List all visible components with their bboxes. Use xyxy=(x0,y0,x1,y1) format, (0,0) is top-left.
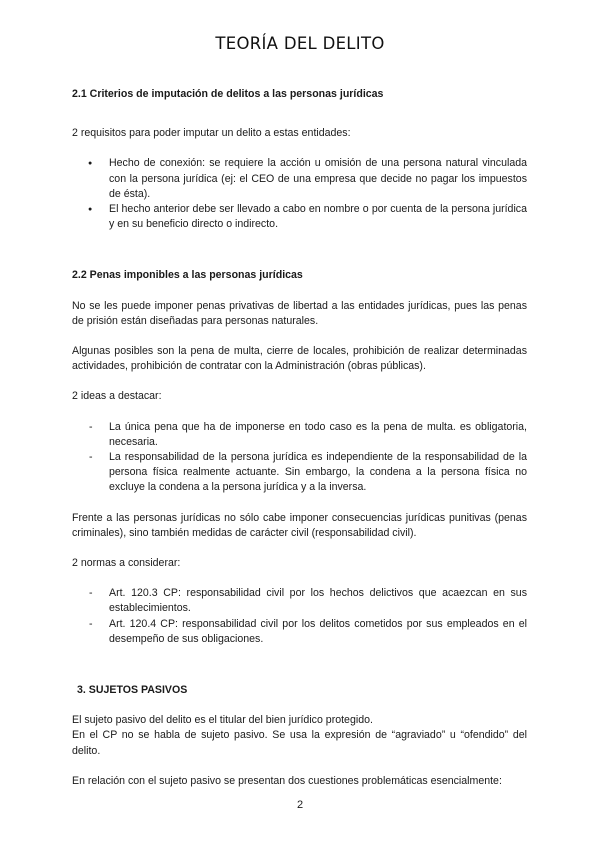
paragraph: En el CP no se habla de sujeto pasivo. Se usa la expresión de “agraviado” u “ofendido” del delito. xyxy=(72,729,527,757)
list-item: ● Hecho de conexión: se requiere la acción u omisión de una persona natural vinculada con la persona jurídica (ej: el CEO de una empresa que decide no pagar los impuestos de ésta). xyxy=(72,156,527,202)
normas-list xyxy=(72,586,527,647)
document-title: TEORÍA DEL DELITO xyxy=(215,34,385,53)
paragraph: Frente a las personas jurídicas no sólo cabe imponer consecuencias jurídicas punitivas (penas criminales), sino también medidas de carácter civil (responsabilidad civil). xyxy=(72,511,527,539)
section-2-1-heading: 2.1 Criterios de imputación de delitos a las personas jurídicas xyxy=(72,88,384,100)
list-item: - La responsabilidad de la persona jurídica es independiente de la responsabilidad de la persona física realmente actuante. Sin embargo, la condena a la persona física no excluye la condena a la persona jurídica y a la inversa. xyxy=(72,450,527,496)
paragraph: No se les puede imponer penas privativas de libertad a las entidades jurídicas, pues las penas de prisión están diseñadas para personas naturales. xyxy=(72,299,527,327)
normas-intro: 2 normas a considerar: xyxy=(72,557,181,570)
ideas-list xyxy=(72,420,527,496)
page-number: 2 xyxy=(296,799,304,811)
page-content xyxy=(72,87,527,789)
list-item: - Art. 120.4 CP: responsabilidad civil por los delitos cometidos por sus empleados en el desempeño de sus obligaciones. xyxy=(72,617,527,647)
paragraph: En relación con el sujeto pasivo se presentan dos cuestiones problemáticas esencialmente: xyxy=(72,774,502,787)
section-3-heading: 3. SUJETOS PASIVOS xyxy=(77,684,188,697)
paragraph: El sujeto pasivo del delito es el titular del bien jurídico protegido. xyxy=(72,714,373,727)
requisitos-list xyxy=(72,156,527,232)
section-2-1-intro: 2 requisitos para poder imputar un delito a estas entidades: xyxy=(72,127,351,140)
list-item: ● El hecho anterior debe ser llevado a cabo en nombre o por cuenta de la persona jurídica y en su beneficio directo o indirecto. xyxy=(72,202,527,232)
list-item: - Art. 120.3 CP: responsabilidad civil por los hechos delictivos que acaezcan en sus establecimientos. xyxy=(72,586,527,616)
paragraph: Algunas posibles son la pena de multa, cierre de locales, prohibición de realizar determinadas actividades, prohibición de contratar con la Administración (obras públicas). xyxy=(72,345,527,373)
section-2-2-heading: 2.2 Penas imponibles a las personas jurídicas xyxy=(72,269,303,282)
ideas-intro: 2 ideas a destacar: xyxy=(72,390,162,403)
list-item: - La única pena que ha de imponerse en todo caso es la pena de multa. es obligatoria, necesaria. xyxy=(72,420,527,450)
